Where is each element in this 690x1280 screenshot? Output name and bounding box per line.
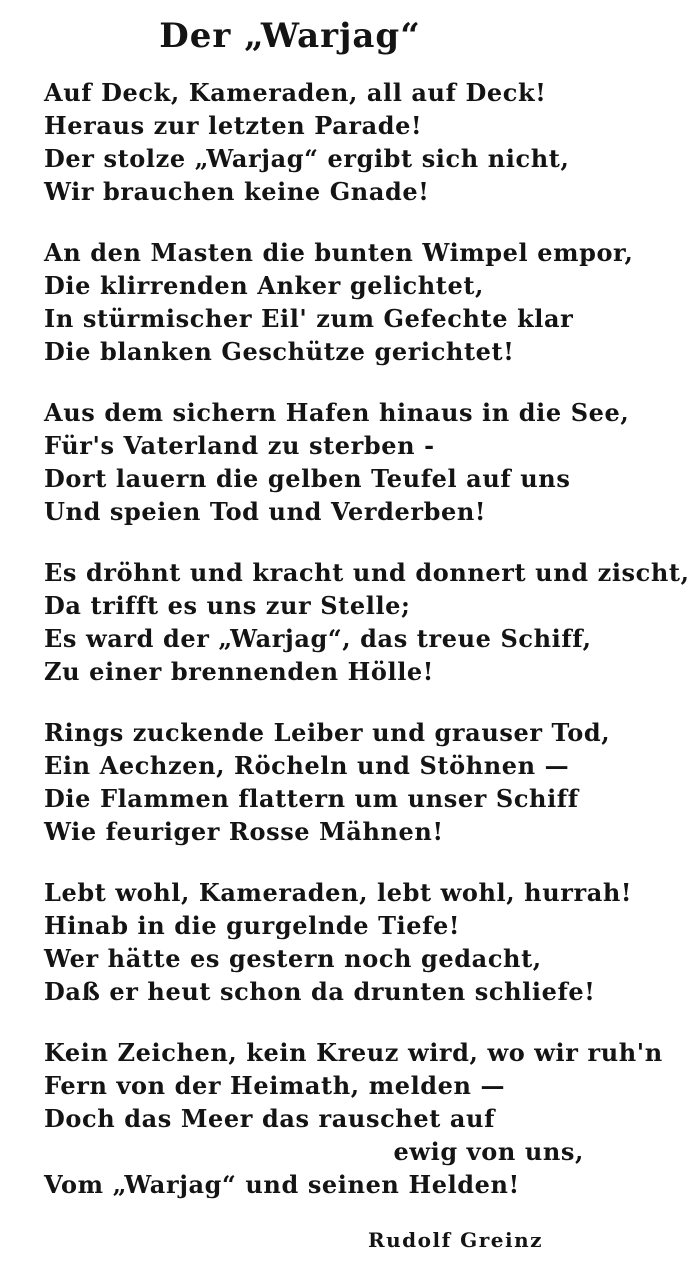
stanza-7 xyxy=(44,1036,663,1201)
stanza-6 xyxy=(44,876,633,1008)
poem-line: In stürmischer Eil' zum Gefechte klar xyxy=(44,304,574,333)
poem-line: Der stolze „Warjag“ ergibt sich nicht, xyxy=(44,144,570,173)
poem-line-indented: ewig von uns, xyxy=(393,1137,584,1166)
poem-line: Hinab in die gurgelnde Tiefe! xyxy=(44,911,461,940)
poem-line: Heraus zur letzten Parade! xyxy=(44,111,423,140)
author-signature: Rudolf Greinz xyxy=(368,1228,543,1252)
stanza-2 xyxy=(44,236,634,368)
poem-line: Wir brauchen keine Gnade! xyxy=(44,177,430,206)
poem-line: Vom „Warjag“ und seinen Helden! xyxy=(44,1170,520,1199)
poem-line: Doch das Meer das rauschet auf xyxy=(44,1104,495,1133)
stanza-3 xyxy=(44,396,630,528)
poem-line: Rings zuckende Leiber und grauser Tod, xyxy=(44,718,611,747)
poem-line: Die klirrenden Anker gelichtet, xyxy=(44,271,484,300)
poem-line: Lebt wohl, Kameraden, lebt wohl, hurrah! xyxy=(44,878,633,907)
poem-line: Und speien Tod und Verderben! xyxy=(44,497,487,526)
poem-line: An den Masten die bunten Wimpel empor, xyxy=(44,238,634,267)
stanza-4 xyxy=(44,556,690,688)
poem-line: Ein Aechzen, Röcheln und Stöhnen — xyxy=(44,751,570,780)
poem-line: Dort lauern die gelben Teufel auf uns xyxy=(44,464,571,493)
poem-title: Der „Warjag“ xyxy=(159,16,421,56)
poem-line: Die blanken Geschütze gerichtet! xyxy=(44,337,515,366)
poem-line: Wie feuriger Rosse Mähnen! xyxy=(44,817,444,846)
poem-line: Für's Vaterland zu sterben - xyxy=(44,431,435,460)
poem-line: Da trifft es uns zur Stelle; xyxy=(44,591,411,620)
poem-line: Fern von der Heimath, melden — xyxy=(44,1071,506,1100)
poem-line: Es ward der „Warjag“, das treue Schiff, xyxy=(44,624,592,653)
stanza-5 xyxy=(44,716,611,848)
poem-line: Kein Zeichen, kein Kreuz wird, wo wir ruh'n xyxy=(44,1038,663,1067)
poem-line: Wer hätte es gestern noch gedacht, xyxy=(44,944,542,973)
poem-line: Es dröhnt und kracht und donnert und zischt, xyxy=(44,558,690,587)
poem-line: Daß er heut schon da drunten schliefe! xyxy=(44,977,596,1006)
poem-line: Auf Deck, Kameraden, all auf Deck! xyxy=(44,78,547,107)
poem-line: Die Flammen flattern um unser Schiff xyxy=(44,784,579,813)
poem-line: Zu einer brennenden Hölle! xyxy=(44,657,434,686)
poem-body xyxy=(44,76,690,1229)
stanza-1 xyxy=(44,76,584,208)
poem-line: Aus dem sichern Hafen hinaus in die See, xyxy=(44,398,630,427)
